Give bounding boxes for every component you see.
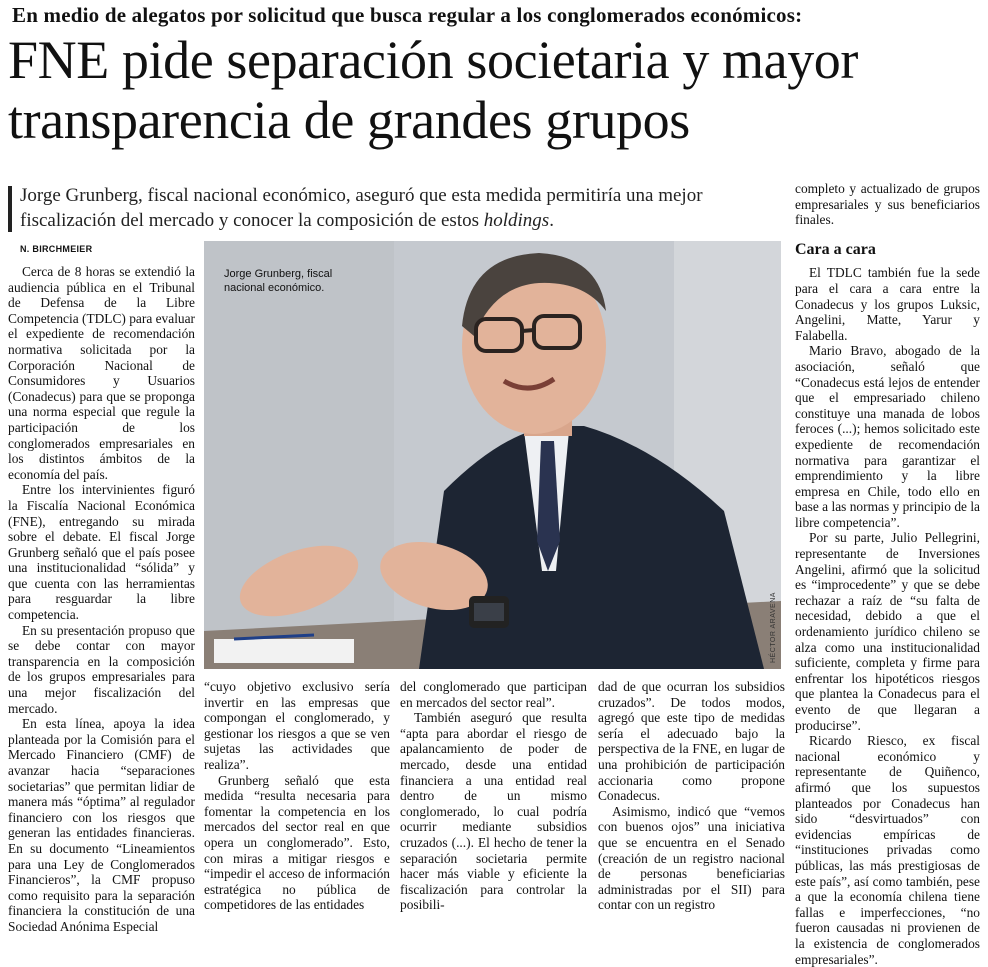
article-photo: [204, 241, 781, 669]
paragraph: Entre los intervinientes figuró la Fiscalía Nacional Económica (FNE), entregando su mirada sobre el debate. El fiscal Jorge Grunberg señaló que el país posee una institucionalidad “sólida” y que cuenta con las herramientas para resguardar la libre competencia.: [8, 482, 195, 623]
paragraph: En su presentación propuso que se debe contar con mayor transparencia en la composición de los grupos empresariales para una mejor fiscalización del mercado.: [8, 622, 195, 716]
deck-rule: [8, 186, 12, 232]
body-column-3: [400, 679, 587, 915]
paragraph: Ricardo Riesco, ex fiscal nacional económico y representante de Quiñenco, afirmó que los supuestos planteados por Conadecus han sido “desvirtuados” con evidencias empíricas de “instituciones privadas como públicas, las más prestigiosas de este país”, así como también, pese a que la economía chilena tiene fallas e imperfecciones, “no fueron causadas ni provienen de la existencia de conglomerados empresariales”.: [795, 733, 980, 967]
article-deck: [20, 183, 785, 233]
headline-line-2: transparencia de grandes grupos: [8, 90, 690, 150]
section-subhead: Cara a cara: [795, 240, 876, 258]
paragraph: Cerca de 8 horas se extendió la audiencia pública en el Tribunal de Defensa de la Libre Competencia (TDLC) para evaluar el expediente de recomendación normativa solicitada por la Corporación Nacional de Consumidores y Usuarios (Conadecus) para que se proponga una norma especial que regule la participación de los conglomerados empresariales en los distintos ámbitos de la economía del país.: [8, 264, 196, 482]
paragraph: El TDLC también fue la sede para el cara a cara entre la Conadecus y los grupos Luksic, Angelini, Matte, Yarur y Falabella.: [795, 265, 980, 343]
article-kicker: En medio de alegatos por solicitud que busca regular a los conglomerados económicos:: [12, 3, 803, 27]
body-column-1: [8, 264, 196, 934]
body-column-2: [204, 679, 390, 915]
paragraph: También aseguró que resulta “apta para abordar el riesgo de apalancamiento de poder de mercado, desde una entidad financiera a una entidad real dentro de un mismo conglomerado, lo cual podría ocurrir mediante subsidios cruzados (...). El hecho de tener la separación societaria permite hacer más viable y eficiente la fiscalización para controlar la posibili-: [400, 710, 587, 913]
paragraph: dad de que ocurran los subsidios cruzados”. De todos modos, agregó que este tipo de medidas sería el adecuado bajo la perspectiva de la FNE, en lugar de una prohibición de participación accionaria como propone Conadecus.: [598, 679, 785, 804]
deck-italic-word: holdings: [483, 210, 550, 231]
body-column-5: [795, 181, 980, 967]
deck-text: Jorge Grunberg, fiscal nacional económico, aseguró que esta medida permitiría una mejor fiscalización del mercado y conocer la composición de estos: [20, 185, 703, 231]
paragraph: Asimismo, indicó que “vemos con buenos ojos” una iniciativa que se encuentra en el Senado (creación de un registro nacional de personas beneficiarias administradas por el SII) para contar con un registro: [598, 803, 785, 913]
photo-credit: HÉCTOR ARAVENA: [770, 592, 777, 663]
paragraph: del conglomerado que participan en mercados del sector real”.: [400, 679, 587, 710]
photo-caption: Jorge Grunberg, fiscal nacional económico.: [224, 268, 333, 294]
paragraph: “cuyo objetivo exclusivo sería invertir en las empresas que compongan el conglomerado, y gestionar los riesgos a que se ven sujetas las actividades que realiza”.: [204, 679, 390, 772]
paragraph: En esta línea, apoya la idea planteada por la Comisión para el Mercado Financiero (CMF) de avanzar hacia “separaciones societarias” que permitan lidiar de manera más “óptima” al regulador financiero con los riesgos que generan las entidades financieras. En su documento “Lineamientos para una Ley de Conglomerados Financieros”, la CMF propuso como requisito para la separación financiera la constitución de una Sociedad Anónima Especial: [8, 716, 195, 934]
body-column-4: [598, 679, 785, 915]
portrait-illustration: [204, 241, 781, 669]
headline-line-1: FNE pide separación societaria y mayor: [8, 30, 858, 90]
paragraph: Mario Bravo, abogado de la asociación, señaló que “Conadecus está lejos de entender que el empresariado chileno constituye una manada de lobos feroces (...); hemos solicitado este expediente de recomendación normativa para garantizar el emprendimiento y la libre empresa en Chile, todo ello en base a las normas y principio de la libre competencia”.: [795, 343, 980, 530]
byline: N. BIRCHMEIER: [20, 244, 93, 254]
paragraph: Por su parte, Julio Pellegrini, representante de Inversiones Angelini, afirmó que la solicitud es “improcedente” y que se debe rechazar a raíz de “su falta de necesidad, debido a que el ordenamiento jurídico chileno se alza como una institucionalidad suficiente, completa y firme para enfrentar los hipotéticos riesgos que plantea la Conadecus para el evento de que llegaran a producirse”.: [795, 530, 980, 733]
paragraph: Grunberg señaló que esta medida “resulta necesaria para fomentar la competencia en los mercados del sector real en que opera un conglomerado”. Esto, con miras a mitigar riesgos e “impedir el acceso de información estratégica no pública de competidores de las entidades: [204, 772, 390, 913]
article-headline: [8, 30, 983, 150]
deck-end: .: [549, 210, 554, 231]
paragraph: completo y actualizado de grupos empresariales y sus beneficiarios finales.: [795, 181, 980, 228]
